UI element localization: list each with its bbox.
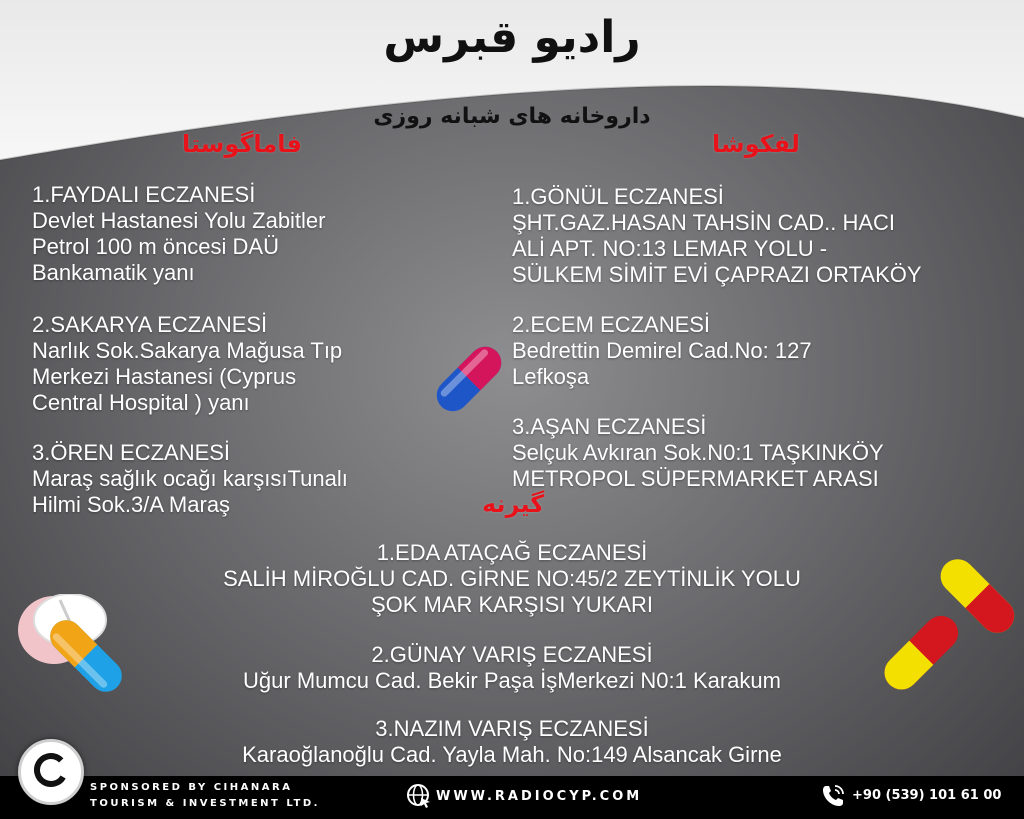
page-subtitle: داروخانه های شبانه روزی: [373, 104, 651, 129]
pharmacy-address: ALİ APT. NO:13 LEMAR YOLU -: [512, 236, 828, 261]
pharmacy-entry: [32, 182, 472, 286]
pharmacy-name: 1.GÖNÜL ECZANESİ: [512, 184, 724, 209]
pharmacy-entry: [0, 540, 1024, 618]
pharmacy-entry: [32, 440, 472, 518]
pharmacy-entry: [512, 184, 1024, 288]
pharmacy-address: METROPOL SÜPERMARKET ARASI: [512, 466, 879, 491]
phone-number[interactable]: +90 (539) 101 61 00: [852, 788, 1002, 803]
pharmacy-address: Devlet Hastanesi Yolu Zabitler: [32, 208, 326, 233]
pharmacy-address: Karaoğlanoğlu Cad. Yayla Mah. No:149 Alsancak Girne: [242, 742, 782, 767]
pharmacy-address: Selçuk Avkıran Sok.N0:1 TAŞKINKÖY: [512, 440, 884, 465]
pharmacy-address: SÜLKEM SİMİT EVİ ÇAPRAZI ORTAKÖY: [512, 262, 922, 287]
region-heading-lefkosa: لفکوشا: [712, 130, 800, 158]
pharmacy-entry: [0, 642, 1024, 694]
pharmacy-name: 3.AŞAN ECZANESİ: [512, 414, 707, 439]
capsule-pill-icon: [428, 336, 510, 422]
website-link[interactable]: WWW.RADIOCYP.COM: [436, 789, 643, 804]
pharmacy-name: 3.ÖREN ECZANESİ: [32, 440, 231, 465]
pharmacy-address: Hilmi Sok.3/A Maraş: [32, 492, 231, 517]
pharmacy-address: Narlık Sok.Sakarya Mağusa Tıp: [32, 338, 343, 363]
pharmacy-address: ŞOK MAR KARŞISI YUKARI: [370, 592, 653, 617]
region-heading-famagusta: فاماگوستا: [182, 130, 303, 158]
pharmacy-name: 1.FAYDALI ECZANESİ: [32, 182, 256, 207]
pharmacy-address: Bedrettin Demirel Cad.No: 127: [512, 338, 812, 363]
phone-icon: [820, 783, 846, 809]
sponsor-logo: [18, 739, 84, 805]
pharmacy-name: 2.ECEM ECZANESİ: [512, 312, 711, 337]
pharmacy-address: Lefkoşa: [512, 364, 590, 389]
pharmacy-entry: [32, 312, 472, 416]
pharmacy-address: Maraş sağlık ocağı karşısıTunalı: [32, 466, 348, 491]
pharmacy-name: 2.GÜNAY VARIŞ ECZANESİ: [371, 642, 653, 667]
pharmacy-entry: [512, 414, 1024, 492]
sponsor-line-2: TOURISM & INVESTMENT LTD.: [90, 798, 320, 809]
sponsor-line-1: SPONSORED BY CIHANARA: [90, 782, 293, 793]
pharmacy-address: Bankamatik yanı: [32, 260, 195, 285]
pharmacy-address: Uğur Mumcu Cad. Bekir Paşa İşMerkezi N0:1 Karakum: [243, 668, 781, 693]
globe-icon: [406, 783, 432, 809]
page-title: رادیو قبرس: [383, 12, 641, 63]
pharmacy-name: 3.NAZIM VARIŞ ECZANESİ: [375, 716, 649, 741]
region-heading-kyrenia: گیرنه: [482, 490, 545, 518]
pharmacy-address: Merkezi Hastanesi (Cyprus: [32, 364, 297, 389]
sponsor-text: [90, 780, 320, 812]
pharmacy-address: ŞHT.GAZ.HASAN TAHSİN CAD.. HACI: [512, 210, 896, 235]
pharmacy-address: Central Hospital ) yanı: [32, 390, 250, 415]
tablets-and-capsule-icon: [14, 594, 134, 706]
pharmacy-entry: [0, 716, 1024, 768]
capsules-pair-icon: [876, 552, 1020, 698]
pharmacy-entry: [512, 312, 1024, 390]
pharmacy-address: SALİH MİROĞLU CAD. GİRNE NO:45/2 ZEYTİNLİK YOLU: [223, 566, 801, 591]
pharmacy-name: 2.SAKARYA ECZANESİ: [32, 312, 268, 337]
pharmacy-address: Petrol 100 m öncesi DAÜ: [32, 234, 279, 259]
pharmacy-name: 1.EDA ATAÇAĞ ECZANESİ: [376, 540, 648, 565]
